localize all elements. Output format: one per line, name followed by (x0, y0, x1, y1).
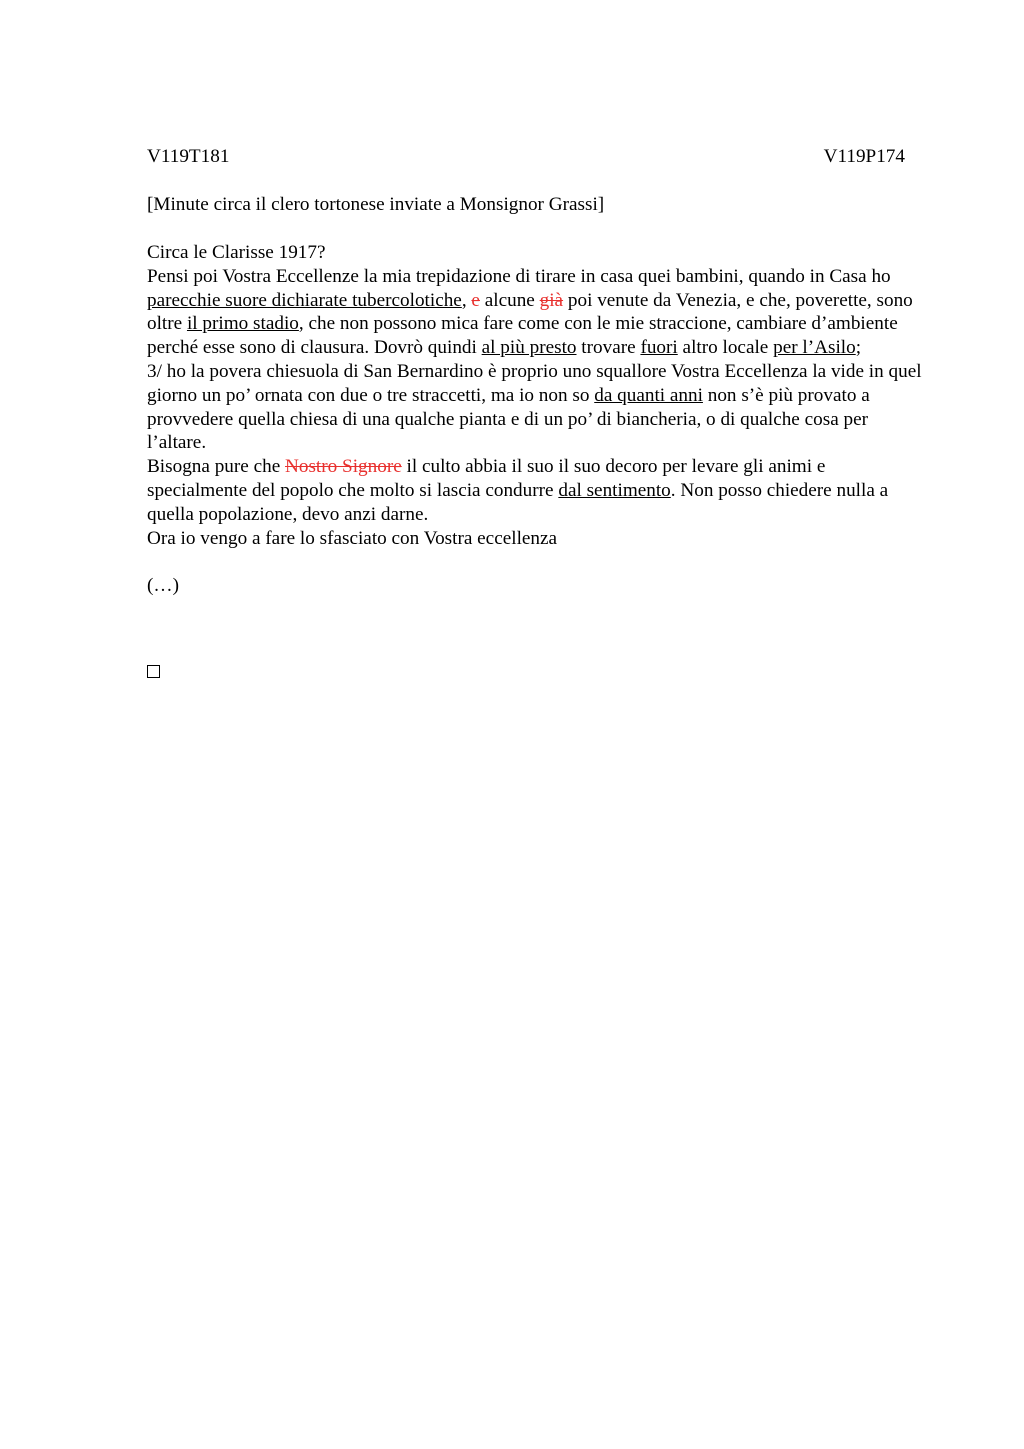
text-span: . Non posso chiedere nulla a quella popolazione, devo anzi darne. (147, 479, 889, 525)
underlined-phrase: parecchie suore dichiarate tubercolotiche (147, 289, 462, 311)
text-span: alcune (479, 289, 540, 311)
document-body (147, 241, 927, 550)
text-span: il culto abbia il suo il suo decoro per levare gli animi e specialmente del popolo che molto si lascia condurre (147, 456, 826, 501)
underlined-phrase: fuori (640, 337, 678, 359)
text-span: Bisogna pure che (147, 456, 286, 478)
underlined-phrase: da quanti anni (594, 384, 703, 406)
reference-code-right: V119P174 (823, 146, 905, 167)
deleted-word: già (539, 289, 564, 311)
deleted-word: e (471, 289, 480, 311)
paragraph-1 (147, 265, 927, 360)
checkbox[interactable] (147, 665, 160, 678)
text-span: poi venute da Venezia, e che, poverette, sono oltre (147, 289, 913, 335)
text-span: non s’è più provato a provvedere quella chiesa di una qualche pianta e di un po’ di biancheria, o di qualche cosa per l’altare. (147, 384, 870, 454)
text-span: ; (855, 337, 862, 359)
reference-code-left: V119T181 (147, 146, 230, 167)
text-span: altro locale (677, 337, 774, 359)
document-title: [Minute circa il clero tortonese inviate a Monsignor Grassi] (147, 194, 605, 215)
text-span: 3/ ho la povera chiesuola di San Bernardino è proprio uno squallore Vostra Eccellenza la vide in quel giorno un po’ ornata con due o tre straccetti, ma io non so (147, 360, 922, 406)
deleted-phrase: Nostro Signore (285, 456, 402, 478)
document-page (147, 145, 927, 598)
paragraph-4: Ora io vengo a fare lo sfasciato con Vostra eccellenza (147, 527, 558, 549)
text-span: Pensi poi Vostra Eccellenze la mia trepidazione di tirare in casa quei bambini, quando in Casa ho (147, 265, 891, 287)
text-span: trovare (576, 337, 641, 359)
underlined-phrase: per l’Asilo (773, 337, 856, 359)
underlined-phrase: dal sentimento (558, 479, 671, 501)
underlined-phrase: al più presto (481, 337, 577, 359)
text-span: , (461, 289, 472, 311)
omission-marker: (…) (147, 575, 179, 597)
paragraph-3 (147, 455, 927, 526)
reference-header (147, 145, 927, 169)
text-span: , che non possono mica fare come con le mie straccione, cambiare d’ambiente perché esse sono di clausura. Dovrò quindi (147, 313, 898, 359)
section-heading: Circa le Clarisse 1917? (147, 242, 326, 263)
paragraph-2 (147, 360, 927, 455)
underlined-phrase: il primo stadio (186, 313, 299, 335)
